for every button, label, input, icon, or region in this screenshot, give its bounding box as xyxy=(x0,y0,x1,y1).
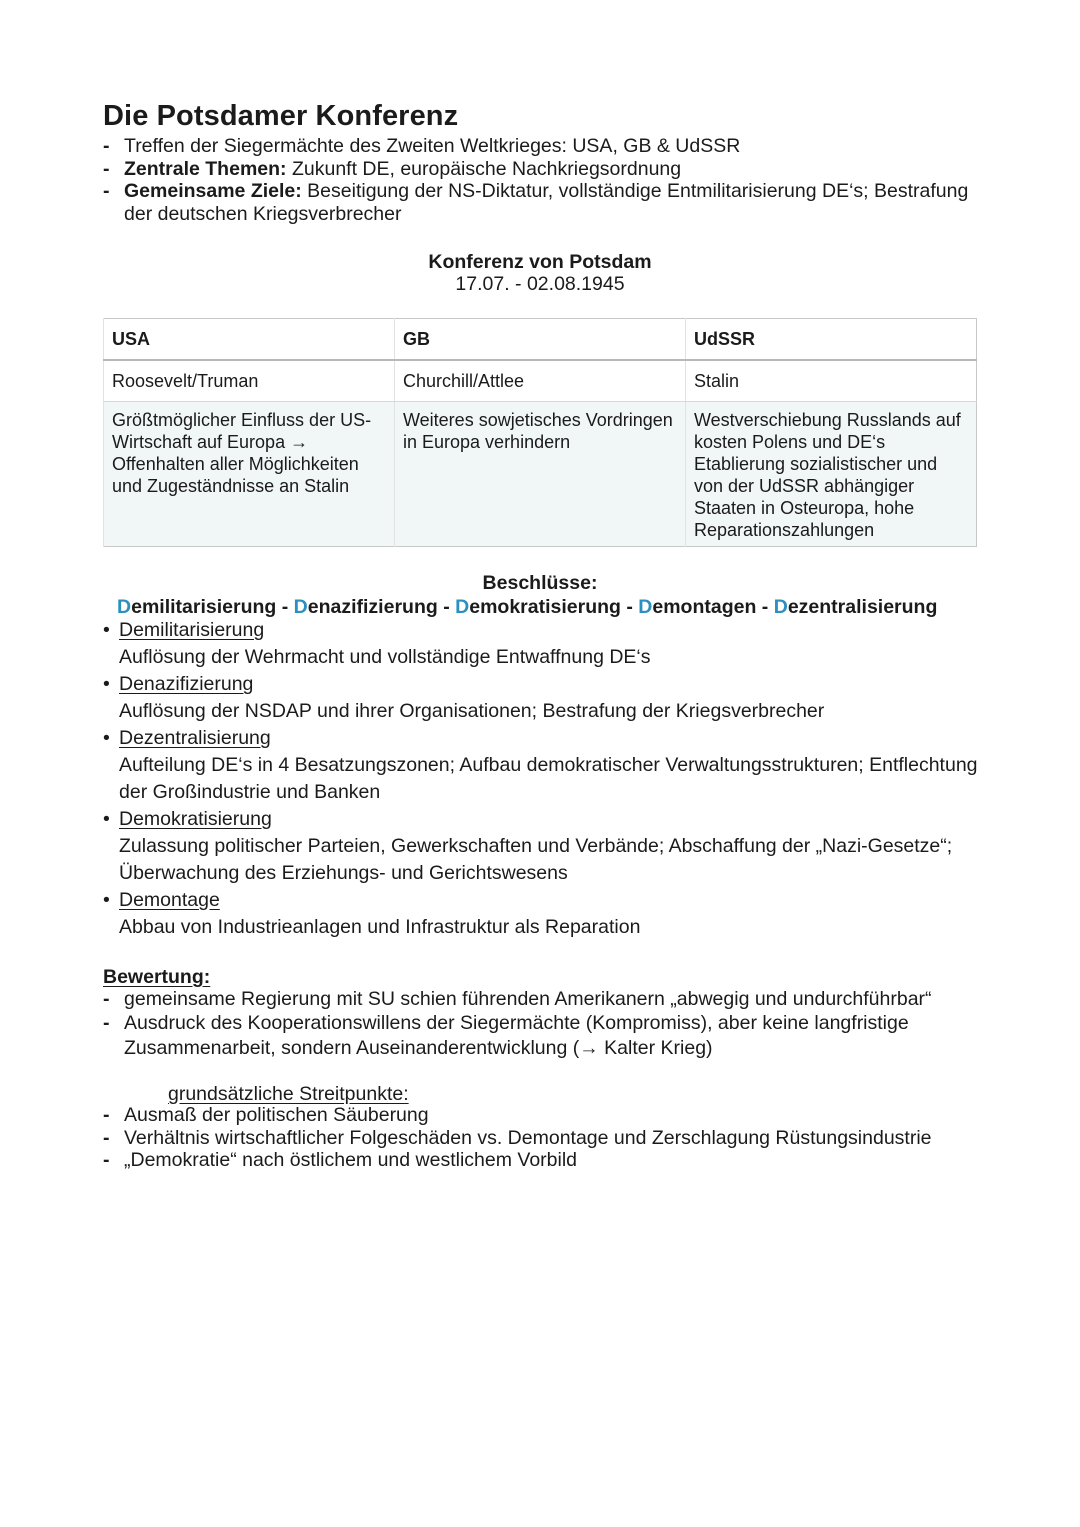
list-item xyxy=(103,617,983,671)
five-d-initial: D xyxy=(455,596,470,618)
disputes-heading: grundsätzliche Streitpunkte: xyxy=(168,1083,409,1105)
bullet-marker: • xyxy=(103,889,110,911)
bullet-marker: • xyxy=(103,727,110,749)
decision-term: Demontage xyxy=(119,889,220,911)
dash-marker: - xyxy=(103,180,110,202)
table-row-leaders xyxy=(104,360,977,402)
decisions-heading: Beschlüsse: xyxy=(482,572,598,594)
five-d-initial: D xyxy=(117,596,132,618)
bullet-marker: • xyxy=(103,619,110,641)
decision-term: Denazifizierung xyxy=(119,673,254,695)
decision-text: Abbau von Industrieanlagen und Infrastruktur als Reparation xyxy=(119,916,641,938)
evaluation-heading: Bewertung: xyxy=(103,966,211,988)
goals-label: Gemeinsame Ziele: xyxy=(124,180,302,202)
table-cell: Stalin xyxy=(686,360,977,402)
table-cell: Westverschiebung Russlands auf kosten Polens und DE‘s Etablierung sozialistischer und von der UdSSR abhängiger Staaten in Osteuropa, hohe Reparationszahlungen xyxy=(686,402,977,547)
list-item: - Ausdruck des Kooperationswillens der Siegermächte (Kompromiss), aber keine langfristige Zusammenarbeit, sondern Auseinanderentwicklung (→ Kalter Krieg) xyxy=(103,1011,909,1059)
table-header-usa: USA xyxy=(104,319,395,361)
table-cell: Größtmöglicher Einfluss der US-Wirtschaft auf Europa → Offenhalten aller Möglichkeiten und Zugeständnisse an Stalin xyxy=(104,402,395,547)
dash-marker: - xyxy=(103,1126,110,1149)
list-item xyxy=(103,671,983,725)
decision-text: Aufteilung DE‘s in 4 Besatzungszonen; Aufbau demokratischer Verwaltungsstrukturen; Entflechtung der Großindustrie und Banken xyxy=(119,754,978,803)
dash-marker: - xyxy=(103,988,110,1010)
decision-term: Demilitarisierung xyxy=(119,619,265,641)
five-d-initial: D xyxy=(773,596,788,618)
intro-item-topics: - Zentrale Themen: Zukunft DE, europäische Nachkriegsordnung xyxy=(103,157,682,180)
disputes-list xyxy=(103,1104,1003,1172)
list-item: - gemeinsame Regierung mit SU schien führenden Amerikanern „abwegig und undurchführbar“ xyxy=(103,988,932,1010)
conference-dates: 17.07. - 02.08.1945 xyxy=(455,273,625,295)
list-item: - Ausmaß der politischen Säuberung xyxy=(103,1104,429,1126)
page-title: Die Potsdamer Konferenz xyxy=(103,100,459,132)
table-row-goals xyxy=(104,402,977,547)
dash-marker: - xyxy=(103,1149,110,1171)
table-header-udssr: UdSSR xyxy=(686,319,977,361)
list-item xyxy=(103,806,983,887)
dash-marker: - xyxy=(103,1011,110,1034)
evaluation-list xyxy=(103,988,983,1061)
intro-list xyxy=(103,135,983,225)
dash-marker: - xyxy=(103,157,110,180)
five-d-line: Demilitarisierung - Denazifizierung - Demokratisierung - Demontagen - Dezentralisierung xyxy=(117,596,938,618)
table-cell: Roosevelt/Truman xyxy=(104,360,395,402)
powers-table xyxy=(103,318,977,547)
conference-title: Konferenz von Potsdam xyxy=(428,251,652,273)
list-item xyxy=(103,887,983,941)
five-d-initial: D xyxy=(293,596,308,618)
bullet-marker: • xyxy=(103,673,110,695)
five-d-initial: D xyxy=(638,596,653,618)
decision-text: Auflösung der NSDAP und ihrer Organisationen; Bestrafung der Kriegsverbrecher xyxy=(119,700,825,722)
decision-text: Auflösung der Wehrmacht und vollständige Entwaffnung DE‘s xyxy=(119,646,651,668)
decision-term: Dezentralisierung xyxy=(119,727,271,749)
list-item: - Verhältnis wirtschaftlicher Folgeschäden vs. Demontage und Zerschlagung Rüstungsindustrie xyxy=(103,1126,932,1149)
table-header-gb: GB xyxy=(395,319,686,361)
table-cell: Weiteres sowjetisches Vordringen in Europa verhindern xyxy=(395,402,686,547)
decision-text: Zulassung politischer Parteien, Gewerkschaften und Verbände; Abschaffung der „Nazi-Gesetze“; Überwachung des Erziehungs- und Gerichtswesens xyxy=(119,835,953,884)
decision-term: Demokratisierung xyxy=(119,808,272,830)
intro-item-goals: - Gemeinsame Ziele: Beseitigung der NS-Diktatur, vollständige Entmilitarisierung DE‘s; Bestrafung der deutschen Kriegsverbrecher xyxy=(103,180,969,225)
dash-marker: - xyxy=(103,135,110,157)
bullet-marker: • xyxy=(103,808,110,830)
list-item xyxy=(103,725,983,806)
list-item: - „Demokratie“ nach östlichem und westlichem Vorbild xyxy=(103,1149,578,1171)
intro-item-participants: - Treffen der Siegermächte des Zweiten Weltkrieges: USA, GB & UdSSR xyxy=(103,135,741,157)
decisions-list xyxy=(103,617,983,941)
dash-marker: - xyxy=(103,1104,110,1126)
table-cell: Churchill/Attlee xyxy=(395,360,686,402)
topics-label: Zentrale Themen: xyxy=(124,157,287,180)
